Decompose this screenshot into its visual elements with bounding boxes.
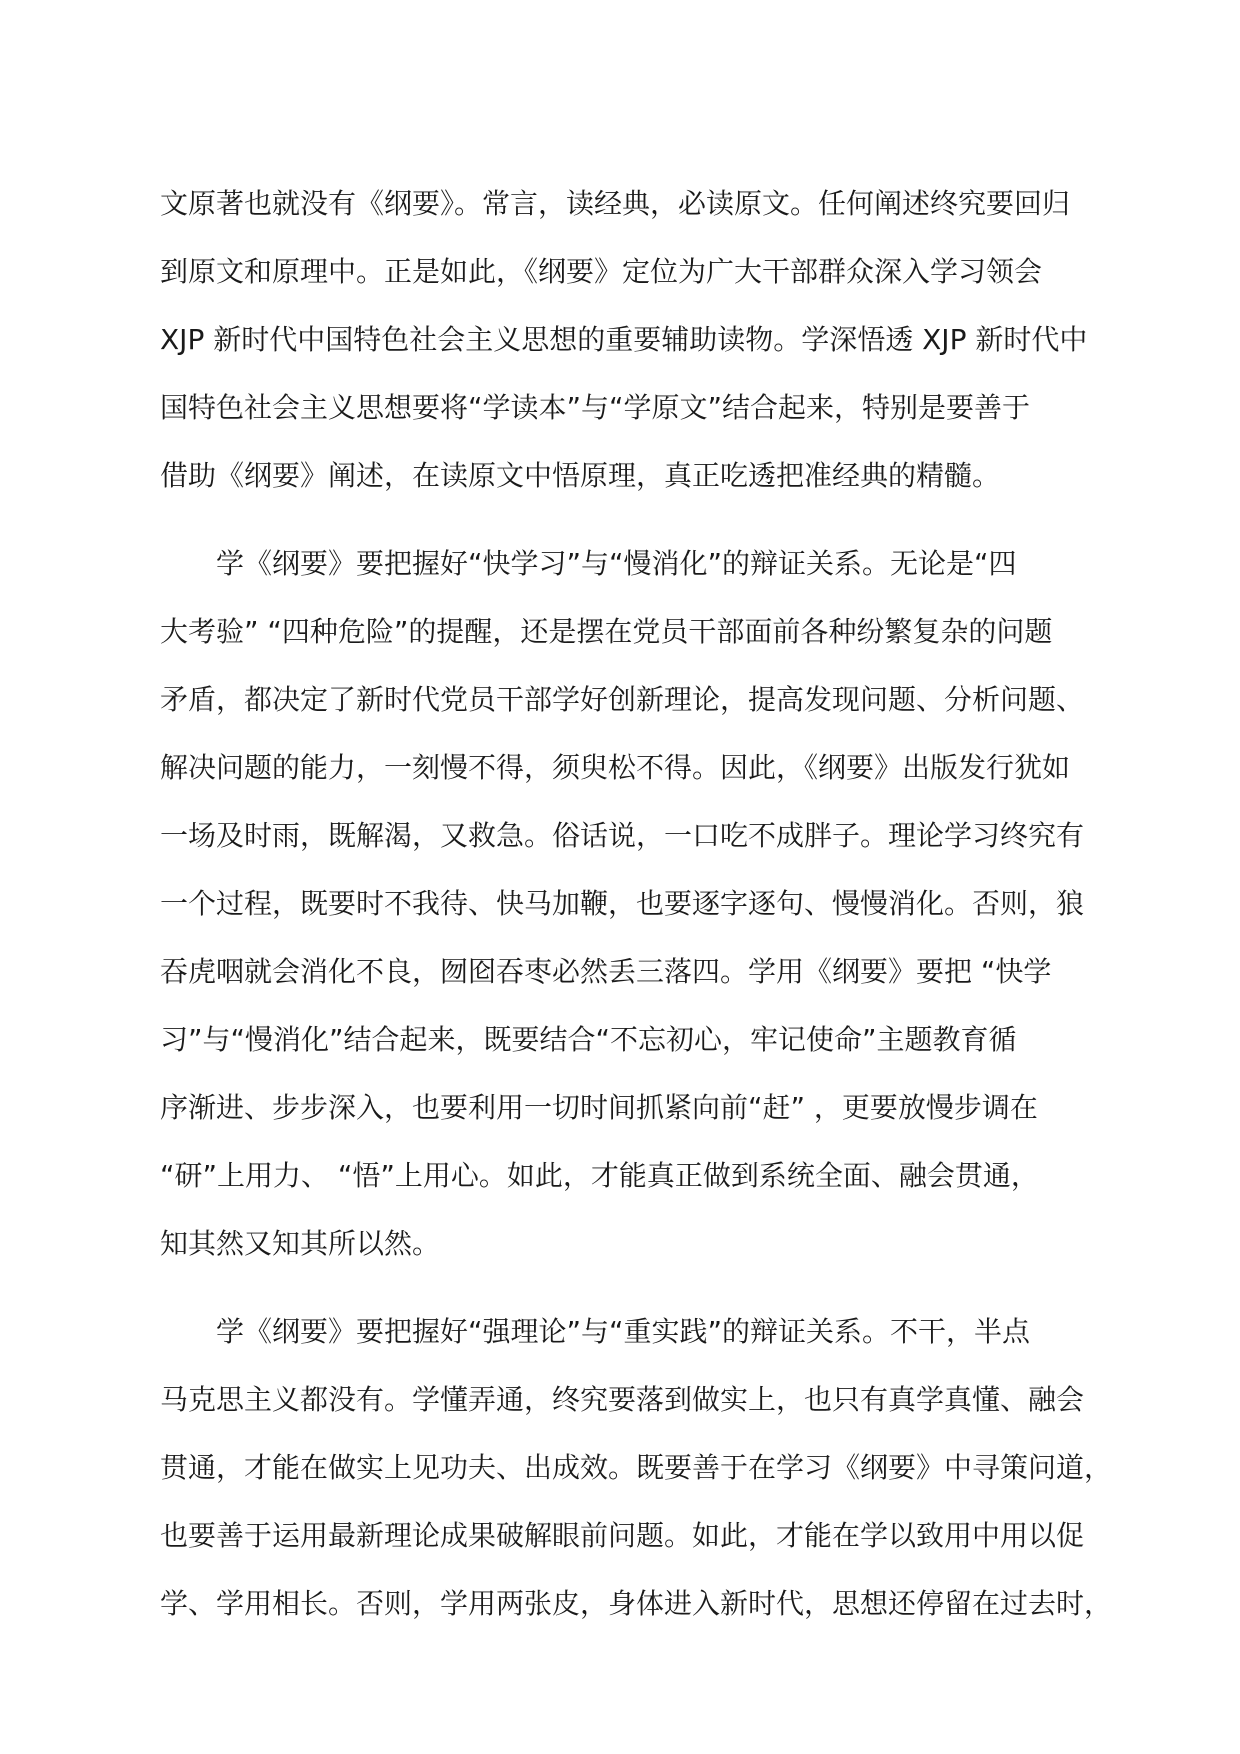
- text-line: 序渐进、步步深入，也要利用一切时间抓紧向前“赶” ，更要放慢步调在: [160, 1091, 1038, 1124]
- text-line: 贯通，才能在做实上见功夫、出成效。既要善于在学习《纲要》中寻策问道，: [160, 1451, 1113, 1484]
- text-line: XJP 新时代中国特色社会主义思想的重要辅助读物。学深悟透 XJP 新时代中: [160, 323, 1088, 356]
- paragraph-3: [160, 1298, 1113, 1638]
- text-line: “研”上用力、 “悟”上用心。如此，才能真正做到系统全面、融会贯通，: [160, 1159, 1039, 1192]
- text-line: 知其然又知其所以然。: [160, 1227, 441, 1260]
- text-line: 到原文和原理中。正是如此，《纲要》定位为广大干部群众深入学习领会: [160, 255, 1043, 288]
- text-line: 也要善于运用最新理论成果破解眼前问题。如此，才能在学以致用中用以促: [160, 1519, 1085, 1552]
- text-line: 一场及时雨，既解渴，又救急。俗话说，一口吃不成胖子。理论学习终究有: [160, 819, 1085, 852]
- text-line: 马克思主义都没有。学懂弄通，终究要落到做实上，也只有真学真懂、融会: [160, 1383, 1085, 1416]
- paragraph-1: [160, 170, 1100, 510]
- text-line: 习”与“慢消化”结合起来，既要结合“不忘初心，牢记使命”主题教育循: [160, 1023, 1017, 1056]
- text-line: 学《纲要》要把握好“快学习”与“慢消化”的辩证关系。无论是“四: [216, 547, 1017, 580]
- paragraph-2: [160, 530, 1100, 1278]
- text-line: 大考验” “四种危险”的提醒，还是摆在党员干部面前各种纷繁复杂的问题: [160, 615, 1053, 648]
- text-line: 借助《纲要》阐述，在读原文中悟原理，真正吃透把准经典的精髓。: [160, 459, 1001, 492]
- text-line: 一个过程，既要时不我待、快马加鞭，也要逐字逐句、慢慢消化。否则，狼: [160, 887, 1085, 920]
- text-line: 文原著也就没有《纲要》。常言，读经典，必读原文。任何阐述终究要回归: [160, 187, 1071, 220]
- text-line: 学、学用相长。否则，学用两张皮，身体进入新时代，思想还停留在过去时，: [160, 1587, 1113, 1620]
- text-line: 矛盾，都决定了新时代党员干部学好创新理论，提高发现问题、分析问题、: [160, 683, 1085, 716]
- text-line: 学《纲要》要把握好“强理论”与“重实践”的辩证关系。不干，半点: [216, 1315, 1031, 1348]
- text-line: 国特色社会主义思想要将“学读本”与“学原文”结合起来，特别是要善于: [160, 391, 1031, 424]
- text-line: 吞虎咽就会消化不良，囫囵吞枣必然丢三落四。学用《纲要》要把 “快学: [160, 955, 1052, 988]
- text-line: 解决问题的能力，一刻慢不得，须臾松不得。因此，《纲要》出版发行犹如: [160, 751, 1071, 784]
- document-body: [160, 170, 1113, 1638]
